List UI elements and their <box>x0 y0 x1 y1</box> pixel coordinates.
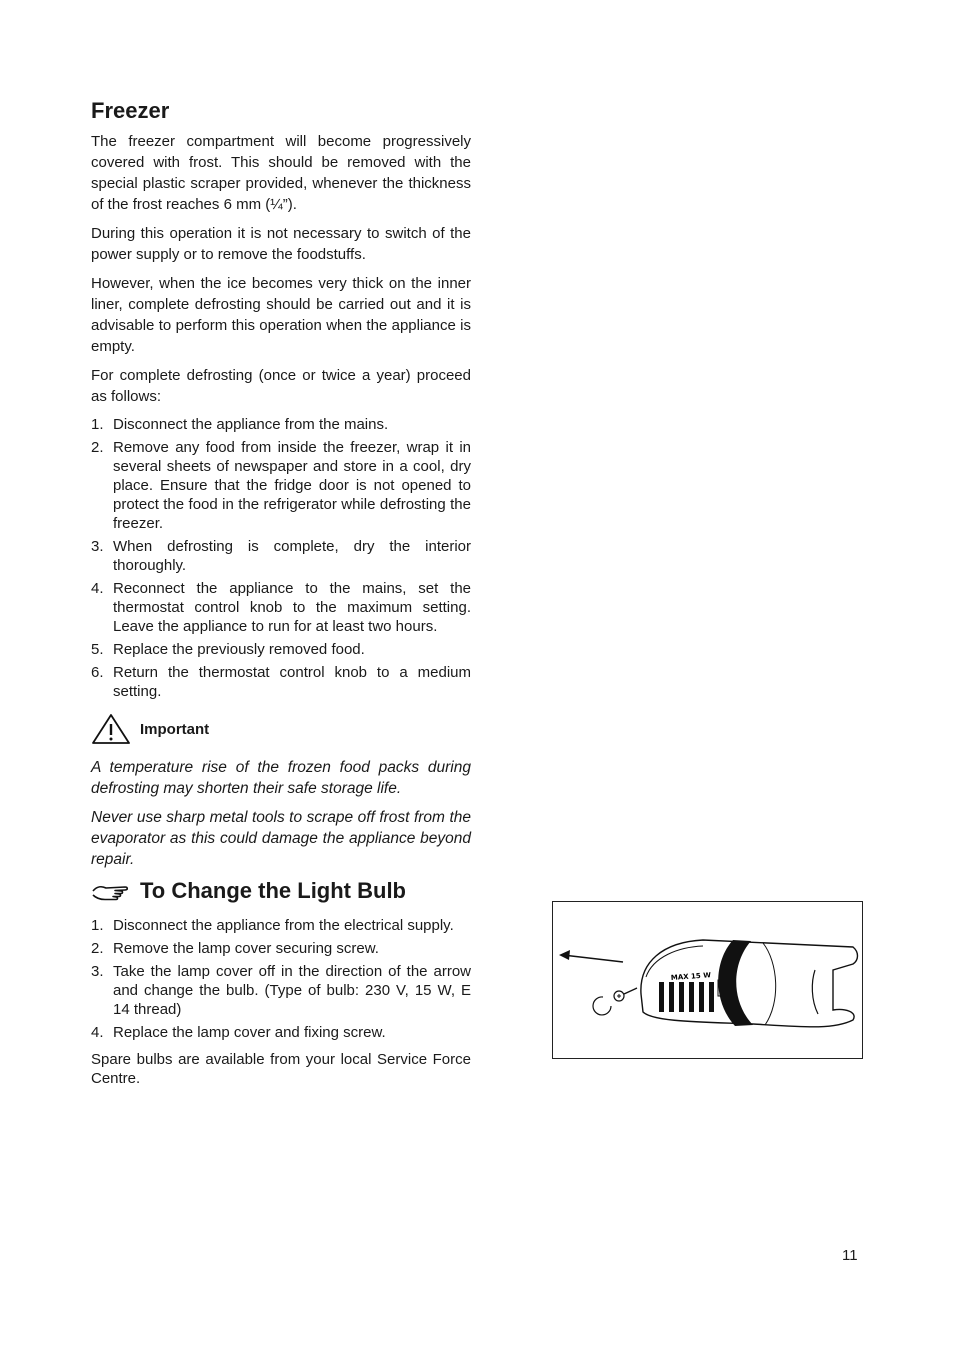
lamp-rating-label: MAX 15 W <box>670 971 712 982</box>
freezer-paragraph-3: However, when the ice becomes very thick on the inner liner, complete defrosting should be carried out and it is advisable to perform this operation when the appliance is empty. <box>91 275 471 355</box>
list-item: 1. Disconnect the appliance from the mains. <box>91 416 389 433</box>
freezer-paragraph-2: During this operation it is not necessary to switch of the power supply or to remove the foodstuffs. <box>91 225 471 263</box>
list-item: 3. Take the lamp cover off in the direction of the arrow and change the bulb. (Type of bulb: 230 V, 15 W, E 14 thread) <box>91 963 471 1018</box>
bulb-heading: To Change the Light Bulb <box>140 878 406 903</box>
important-label: Important <box>140 720 210 738</box>
bulb-heading-row <box>91 878 471 904</box>
page-number: 11 <box>842 1247 858 1264</box>
list-item: 2. Remove the lamp cover securing screw. <box>91 940 379 957</box>
defrost-steps-list <box>91 415 471 701</box>
important-header <box>91 713 471 745</box>
freezer-heading: Freezer <box>91 98 170 123</box>
bulb-note: Spare bulbs are available from your local Service Force Centre. <box>91 1051 471 1087</box>
list-item: 6. Return the thermostat control knob to a medium setting. <box>91 664 471 700</box>
list-item: 4. Reconnect the appliance to the mains, set the thermostat control knob to the maximum setting. Leave the appliance to run for at least two hours. <box>91 580 471 635</box>
important-paragraph-1: A temperature rise of the frozen food packs during defrosting may shorten their safe storage life. <box>91 759 471 797</box>
list-item: 3. When defrosting is complete, dry the interior thoroughly. <box>91 538 471 574</box>
warning-triangle-icon <box>91 713 131 745</box>
list-item: 2. Remove any food from inside the freezer, wrap it in several sheets of newspaper and store in a cool, dry place. Ensure that the fridge door is not opened to protect the food in the refrigerator while defrosting the freezer. <box>91 439 471 532</box>
list-item: 1. Disconnect the appliance from the electrical supply. <box>91 917 454 934</box>
text-column <box>91 98 471 1096</box>
pointing-hand-icon <box>91 879 133 903</box>
bulb-steps-list <box>91 916 471 1042</box>
list-item: 5. Replace the previously removed food. <box>91 641 365 658</box>
lamp-cover-illustration <box>553 902 861 1057</box>
freezer-paragraph-1: The freezer compartment will become progressively covered with frost. This should be removed with the special plastic scraper provided, whenever the thickness of the frost reaches 6 mm (¼”). <box>91 133 471 213</box>
important-paragraph-2: Never use sharp metal tools to scrape off frost from the evaporator as this could damage the appliance beyond repair. <box>91 809 471 868</box>
lamp-cover-figure <box>552 901 863 1059</box>
list-item: 4. Replace the lamp cover and fixing screw. <box>91 1024 386 1041</box>
freezer-paragraph-4: For complete defrosting (once or twice a year) proceed as follows: <box>91 367 471 405</box>
